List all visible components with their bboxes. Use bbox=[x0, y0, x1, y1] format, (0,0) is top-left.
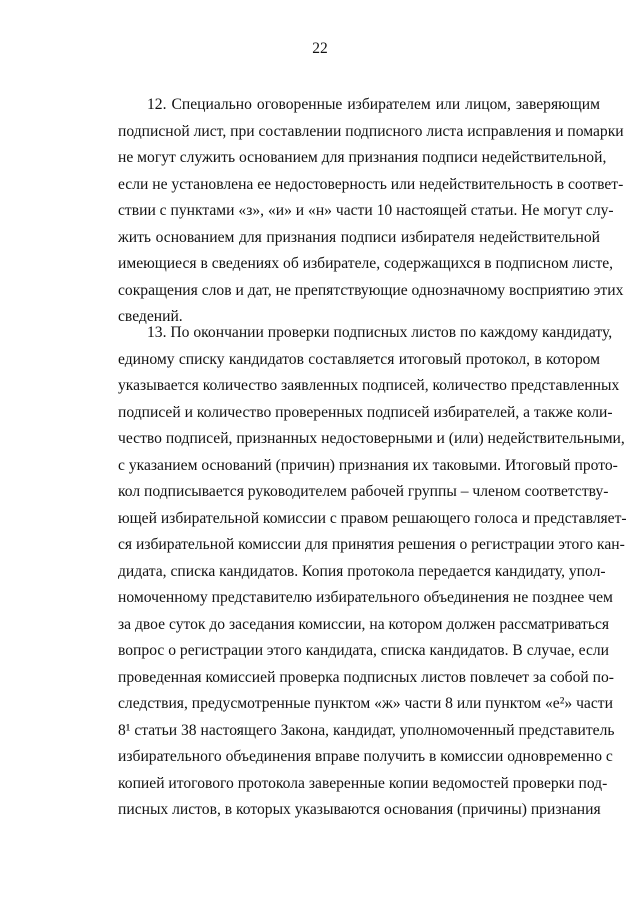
text-line: писных листов, в которых указываются основания (причины) признания bbox=[118, 801, 601, 818]
text-line: ющей избирательной комиссии с правом решающего голоса и представляет- bbox=[118, 509, 627, 527]
page-number: 22 bbox=[312, 40, 328, 57]
text-line: 12. Специально оговоренные избирателем или лицом, заверяющим bbox=[147, 96, 600, 113]
text-line: жить основанием для признания подписи избирателя недействительной bbox=[118, 228, 600, 246]
text-line: чество подписей, признанных недостоверными и (или) недействительными, bbox=[118, 430, 625, 447]
text-line: единому списку кандидатов составляется итоговый протокол, в котором bbox=[118, 350, 600, 368]
text-line: если не установлена ее недостоверность или недействительность в соответ- bbox=[118, 175, 624, 193]
text-line: сокращения слов и дат, не препятствующие однозначному восприятию этих bbox=[118, 281, 624, 299]
text-line: подписной лист, при составлении подписного листа исправления и помарки bbox=[118, 122, 624, 140]
text-line: проведенная комиссией проверка подписных листов повлечет за собой по- bbox=[118, 668, 614, 686]
text-line: ствии с пунктами «з», «и» и «н» части 10 настоящей статьи. Не могут слу- bbox=[118, 202, 614, 219]
text-line: 13. По окончании проверки подписных листов по каждому кандидату, bbox=[147, 324, 613, 341]
paragraph-13 bbox=[118, 320, 627, 824]
text-line: с указанием оснований (причин) признания их таковыми. Итоговый прото- bbox=[118, 456, 618, 474]
text-line: ся избирательной комиссии для принятия решения о регистрации этого кан- bbox=[118, 536, 625, 553]
text-line: сведений. bbox=[118, 308, 183, 325]
text-line: не могут служить основанием для признания подписи недействительной, bbox=[118, 149, 607, 166]
text-line: номоченному представителю избирательного объединения не позднее чем bbox=[118, 589, 613, 606]
text-line: копией итогового протокола заверенные копии ведомостей проверки под- bbox=[118, 774, 608, 792]
text-line: за двое суток до заседания комиссии, на котором должен рассматриваться bbox=[118, 615, 610, 633]
text-line: дидата, списка кандидатов. Копия протокола передается кандидату, упол- bbox=[118, 562, 606, 580]
text-line: подписей и количество проверенных подписей избирателей, а также коли- bbox=[118, 403, 613, 421]
text-line: 8¹ статьи 38 настоящего Закона, кандидат, уполномоченный представитель bbox=[118, 721, 615, 739]
text-line: указывается количество заявленных подписей, количество представленных bbox=[118, 377, 620, 394]
text-line: кол подписывается руководителем рабочей группы – членом соответству- bbox=[118, 483, 609, 500]
text-line: избирательного объединения вправе получить в комиссии одновременно с bbox=[118, 748, 613, 765]
text-line: вопрос о регистрации этого кандидата, списка кандидатов. В случае, если bbox=[118, 642, 610, 659]
text-line: имеющиеся в сведениях об избирателе, содержащихся в подписном листе, bbox=[118, 255, 614, 272]
text-line: следствия, предусмотренные пунктом «ж» части 8 или пунктом «е²» части bbox=[118, 695, 613, 712]
paragraph-12 bbox=[118, 92, 624, 331]
